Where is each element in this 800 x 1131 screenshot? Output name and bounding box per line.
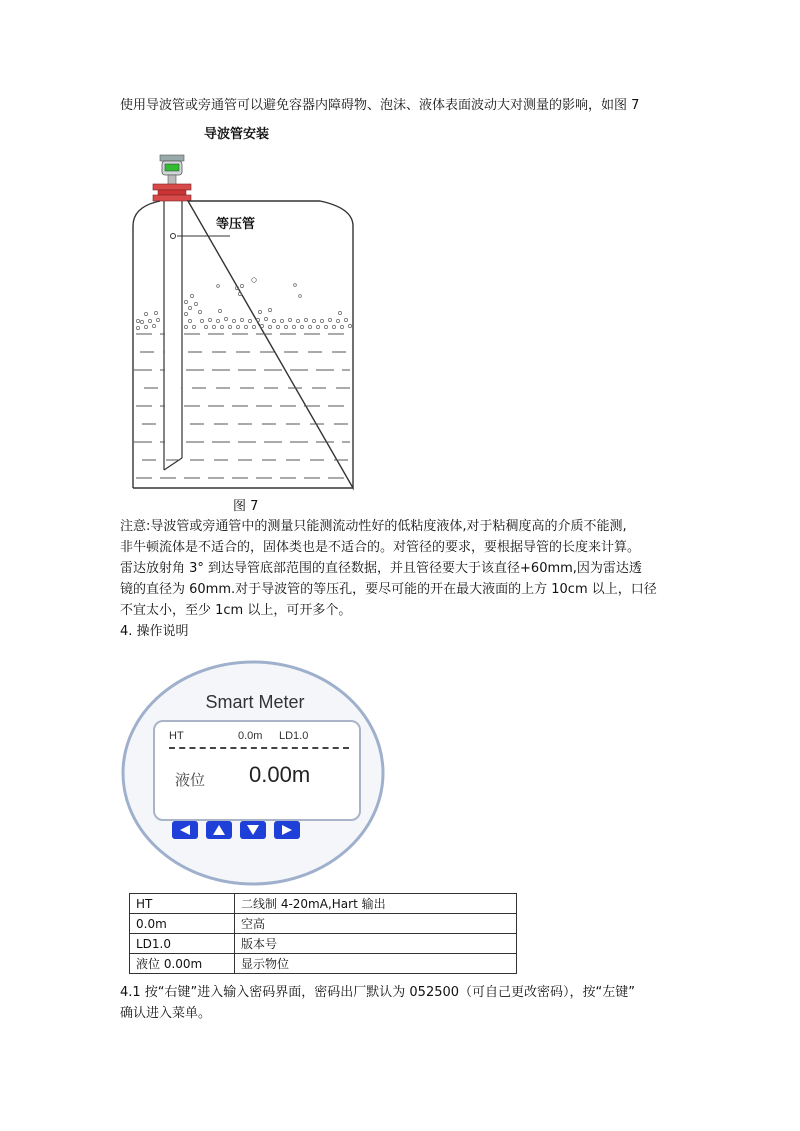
smart-meter-panel [120,655,390,887]
waveguide-installation-figure [120,122,365,494]
table-cell: HT [130,894,235,914]
lcd-level-label: 液位 [175,771,206,789]
figure-title: 导波管安装 [204,127,270,142]
left-arrow-icon [178,824,192,836]
table-cell: 显示物位 [235,954,517,974]
radar-transmitter-icon [153,155,191,201]
lcd-screen [153,720,361,821]
lcd-divider [169,747,349,749]
table-cell: LD1.0 [130,934,235,954]
up-arrow-icon [212,824,226,836]
intro-paragraph: 使用导波管或旁通管可以避免容器内障碍物、泡沫、液体表面波动大对测量的影响，如图 7 [120,98,640,113]
note-paragraph [120,516,690,621]
lcd-version-text: LD1.0 [279,730,309,742]
foam-layer [136,278,351,330]
tank-diagram [120,122,365,494]
table-row [130,954,517,974]
table-cell: 0.0m [130,914,235,934]
lcd-mode-text: HT [169,730,184,742]
step-paragraph [120,982,690,1024]
table-cell: 二线制 4-20mA,Hart 输出 [235,894,517,914]
table-row [130,914,517,934]
down-key-button[interactable] [240,821,266,839]
up-key-button[interactable] [206,821,232,839]
right-key-button[interactable] [274,821,300,839]
note-line: 非牛顿流体是不适合的，固体类也是不适合的。对管径的要求，要根据导管的长度来计算。 [120,540,641,555]
note-line: 不宜太小，至少 1cm 以上，可开多个。 [120,603,352,618]
table-cell: 空高 [235,914,517,934]
section-heading: 4. 操作说明 [120,624,189,639]
step-line: 确认进入菜单。 [120,1006,212,1021]
down-arrow-icon [246,824,260,836]
table-row [130,894,517,914]
left-key-button[interactable] [172,821,198,839]
right-arrow-icon [280,824,294,836]
equal-pressure-pipe-label: 等压管 [216,217,256,232]
lcd-gap-text: 0.0m [238,730,263,742]
note-line: 注意:导波管或旁通管中的测量只能测流动性好的低粘度液体,对于粘稠度高的介质不能测, [120,519,627,534]
table-cell: 版本号 [235,934,517,954]
step-line: 4.1 按“右键”进入输入密码界面，密码出厂默认为 052500（可自己更改密码），按“左键” [120,985,636,1000]
table-cell: 液位 0.00m [130,954,235,974]
meter-title: Smart Meter [205,692,305,712]
display-legend-table [129,893,517,974]
note-line: 雷达放射角 3° 到达导管底部范围的直径数据，并且管径要大于该直径+60mm,因为雷达透 [120,561,642,576]
figure-caption: 图 7 [233,499,259,514]
note-line: 镜的直径为 60mm.对于导波管的等压孔，要尽可能的开在最大液面的上方 10cm 以上，口径 [120,582,657,597]
table-row [130,934,517,954]
lcd-level-value: 0.00m [249,762,311,787]
